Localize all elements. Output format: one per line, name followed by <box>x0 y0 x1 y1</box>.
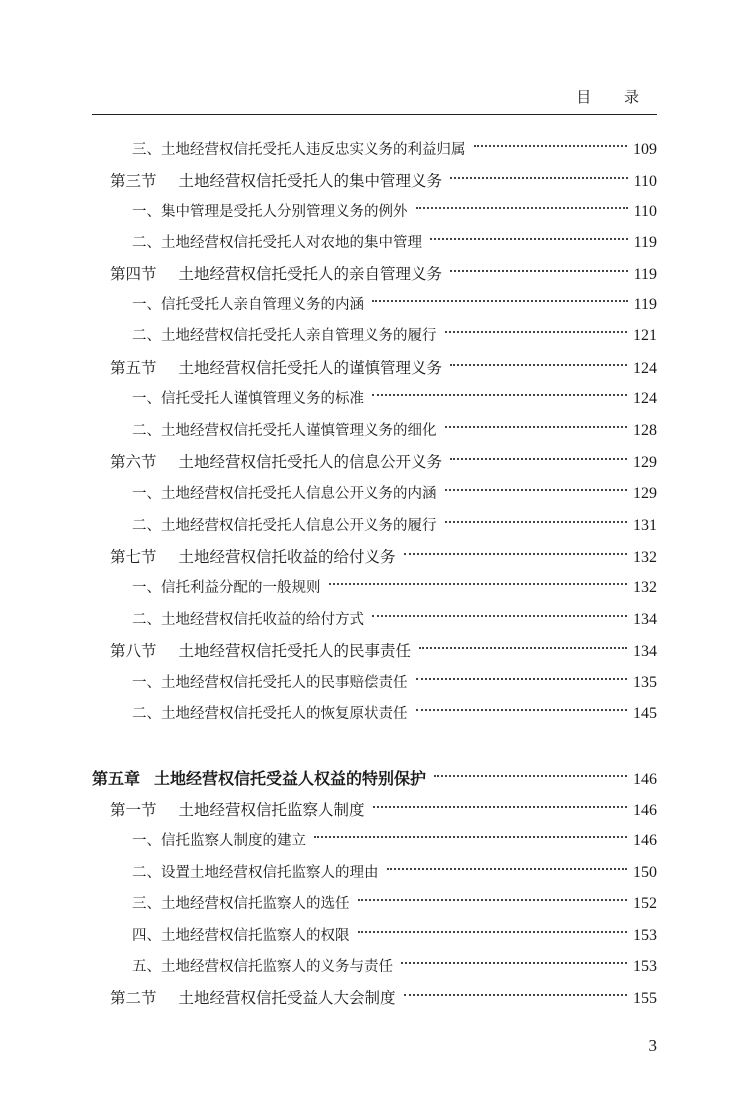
toc-entry-subsection <box>132 699 657 729</box>
toc-entry-page: 109 <box>633 141 657 158</box>
toc-entry-section <box>110 353 657 383</box>
section-title: 土地经营权信托受托人的谨慎管理义务 <box>178 359 443 377</box>
toc-entry-label: 二、土地经营权信托受托人亲自管理义务的履行 <box>132 328 437 344</box>
toc-entry-label: 四、土地经营权信托监察人的权限 <box>132 928 350 944</box>
toc-entry-label: 二、土地经营权信托受托人信息公开义务的履行 <box>132 518 437 534</box>
toc-entry-page: 128 <box>633 422 657 439</box>
toc-entry-subsection <box>132 952 657 982</box>
page-number: 3 <box>648 1036 657 1055</box>
toc-entry-page: 129 <box>633 454 657 471</box>
toc-entry-subsection <box>132 573 657 603</box>
toc-entry-label <box>110 542 396 572</box>
toc-entry-section <box>110 166 657 196</box>
toc-entry-label: 一、集中管理是受托人分别管理义务的例外 <box>132 204 408 220</box>
dot-leader <box>445 331 628 333</box>
toc-entry-section <box>110 447 657 477</box>
toc-entry-label: 二、土地经营权信托受托人的恢复原状责任 <box>132 706 408 722</box>
section-title: 土地经营权信托受益人大会制度 <box>178 989 396 1007</box>
toc-entry-page: 124 <box>633 390 657 407</box>
toc-entry-page: 131 <box>633 517 657 534</box>
dot-leader <box>419 647 627 649</box>
toc-entry-page: 146 <box>633 832 657 849</box>
toc-entry-page: 129 <box>633 485 657 502</box>
toc-entry-page: 134 <box>633 611 657 628</box>
dot-leader <box>372 394 627 396</box>
toc-entry-subsection <box>132 826 657 856</box>
dot-leader <box>372 300 628 302</box>
toc-entry-page: 146 <box>633 802 657 819</box>
toc-entry-subsection <box>132 858 657 888</box>
toc-entry-page: 153 <box>633 958 657 975</box>
toc-entry-page: 132 <box>633 549 657 566</box>
section-title: 土地经营权信托监察人制度 <box>178 801 365 819</box>
dot-leader <box>450 364 627 366</box>
toc-entry-page: 124 <box>633 360 657 377</box>
toc-entry-label: 二、土地经营权信托收益的给付方式 <box>132 612 364 628</box>
toc-entry-subsection <box>132 384 657 414</box>
toc-entry-label <box>110 259 442 289</box>
section-number: 第八节 <box>110 642 157 660</box>
section-number: 第三节 <box>110 172 157 190</box>
toc-entry-page: 152 <box>633 895 657 912</box>
toc-entry-subsection <box>132 321 657 351</box>
toc-entry-chapter <box>92 764 657 794</box>
toc-entry-section <box>110 259 657 289</box>
toc-entry-section <box>110 795 657 825</box>
dot-leader <box>450 270 628 272</box>
toc-entry-label: 一、土地经营权信托受托人的民事赔偿责任 <box>132 675 408 691</box>
dot-leader <box>445 426 628 428</box>
toc-entry-page: 150 <box>633 864 657 881</box>
toc-entry-label: 二、土地经营权信托受托人谨慎管理义务的细化 <box>132 423 437 439</box>
toc-entry-label: 一、信托受托人亲自管理义务的内涵 <box>132 297 364 313</box>
toc-entry-label: 三、土地经营权信托监察人的选任 <box>132 896 350 912</box>
section-title: 土地经营权信托收益的给付义务 <box>178 548 396 566</box>
toc-entry-label <box>110 166 442 196</box>
toc-entry-page: 119 <box>633 266 657 283</box>
section-title: 土地经营权信托受托人的集中管理义务 <box>178 172 443 190</box>
section-title: 土地经营权信托受托人的信息公开义务 <box>178 453 443 471</box>
toc-entry-subsection <box>132 889 657 919</box>
dot-leader <box>474 145 628 147</box>
dot-leader <box>434 775 627 777</box>
dot-leader <box>450 458 627 460</box>
dot-leader <box>314 836 627 838</box>
dot-leader <box>445 521 628 523</box>
section-title: 土地经营权信托受托人的民事责任 <box>178 642 412 660</box>
toc-entry-subsection <box>132 416 657 446</box>
toc-entry-label <box>110 353 442 383</box>
toc-entry-subsection <box>132 197 657 227</box>
toc-entry-label <box>110 983 396 1013</box>
toc-entry-label <box>110 795 365 825</box>
dot-leader <box>358 931 628 933</box>
toc-entry-label: 一、土地经营权信托受托人信息公开义务的内涵 <box>132 486 437 502</box>
dot-leader <box>430 238 628 240</box>
toc-entry-subsection <box>132 605 657 635</box>
section-number: 第五节 <box>110 359 157 377</box>
toc-entry-label: 一、信托监察人制度的建立 <box>132 833 306 849</box>
toc-entry-subsection <box>132 228 657 258</box>
toc-entry-label: 一、信托利益分配的一般规则 <box>132 580 321 596</box>
dot-leader <box>404 553 627 555</box>
toc-entry-page: 119 <box>633 234 657 251</box>
toc-entry-page: 134 <box>633 643 657 660</box>
toc-entry-page: 110 <box>633 203 657 220</box>
dot-leader <box>329 583 628 585</box>
toc-entry-label: 二、设置土地经营权信托监察人的理由 <box>132 865 379 881</box>
dot-leader <box>416 709 628 711</box>
section-number: 第四节 <box>110 265 157 283</box>
toc-entry-page: 146 <box>633 771 657 788</box>
section-number: 第六节 <box>110 453 157 471</box>
toc-entry-label <box>92 764 426 794</box>
dot-leader <box>387 868 628 870</box>
toc-entry-label: 五、土地经营权信托监察人的义务与责任 <box>132 959 393 975</box>
toc-entry-page: 155 <box>633 990 657 1007</box>
dot-leader <box>404 994 627 996</box>
toc-entry-section <box>110 542 657 572</box>
running-header <box>92 86 657 115</box>
toc-entry-label: 二、土地经营权信托受托人对农地的集中管理 <box>132 235 422 251</box>
section-number: 第一节 <box>110 801 157 819</box>
toc-entry-page: 153 <box>633 927 657 944</box>
section-title: 土地经营权信托受托人的亲自管理义务 <box>178 265 443 283</box>
dot-leader <box>358 899 628 901</box>
toc-entry-page: 145 <box>633 705 657 722</box>
dot-leader <box>416 678 628 680</box>
dot-leader <box>401 962 627 964</box>
toc-entry-subsection <box>132 511 657 541</box>
section-number: 第二节 <box>110 989 157 1007</box>
toc-entry-section <box>110 636 657 666</box>
toc-entry-page: 121 <box>633 327 657 344</box>
toc-entry-label: 一、信托受托人谨慎管理义务的标准 <box>132 391 364 407</box>
toc-entry-label <box>110 636 411 666</box>
toc-entry-label: 三、土地经营权信托受托人违反忠实义务的利益归属 <box>132 142 466 158</box>
chapter-number: 第五章 <box>92 769 141 788</box>
toc-entry-page: 132 <box>633 579 657 596</box>
toc-entry-subsection <box>132 479 657 509</box>
toc-entry-subsection <box>132 135 657 165</box>
dot-leader <box>372 615 627 617</box>
toc-entry-section <box>110 983 657 1013</box>
toc-entry-label <box>110 447 442 477</box>
dot-leader <box>416 207 628 209</box>
section-number: 第七节 <box>110 548 157 566</box>
dot-leader <box>373 806 627 808</box>
toc-entry-page: 110 <box>633 173 657 190</box>
toc-entry-page: 119 <box>633 296 657 313</box>
dot-leader <box>445 489 628 491</box>
toc-entry-subsection <box>132 668 657 698</box>
chapter-title: 土地经营权信托受益人权益的特别保护 <box>154 769 427 788</box>
toc-entry-subsection <box>132 290 657 320</box>
dot-leader <box>450 177 628 179</box>
toc-entry-subsection <box>132 921 657 951</box>
header-title: 目 录 <box>576 88 653 106</box>
toc-entry-page: 135 <box>633 674 657 691</box>
